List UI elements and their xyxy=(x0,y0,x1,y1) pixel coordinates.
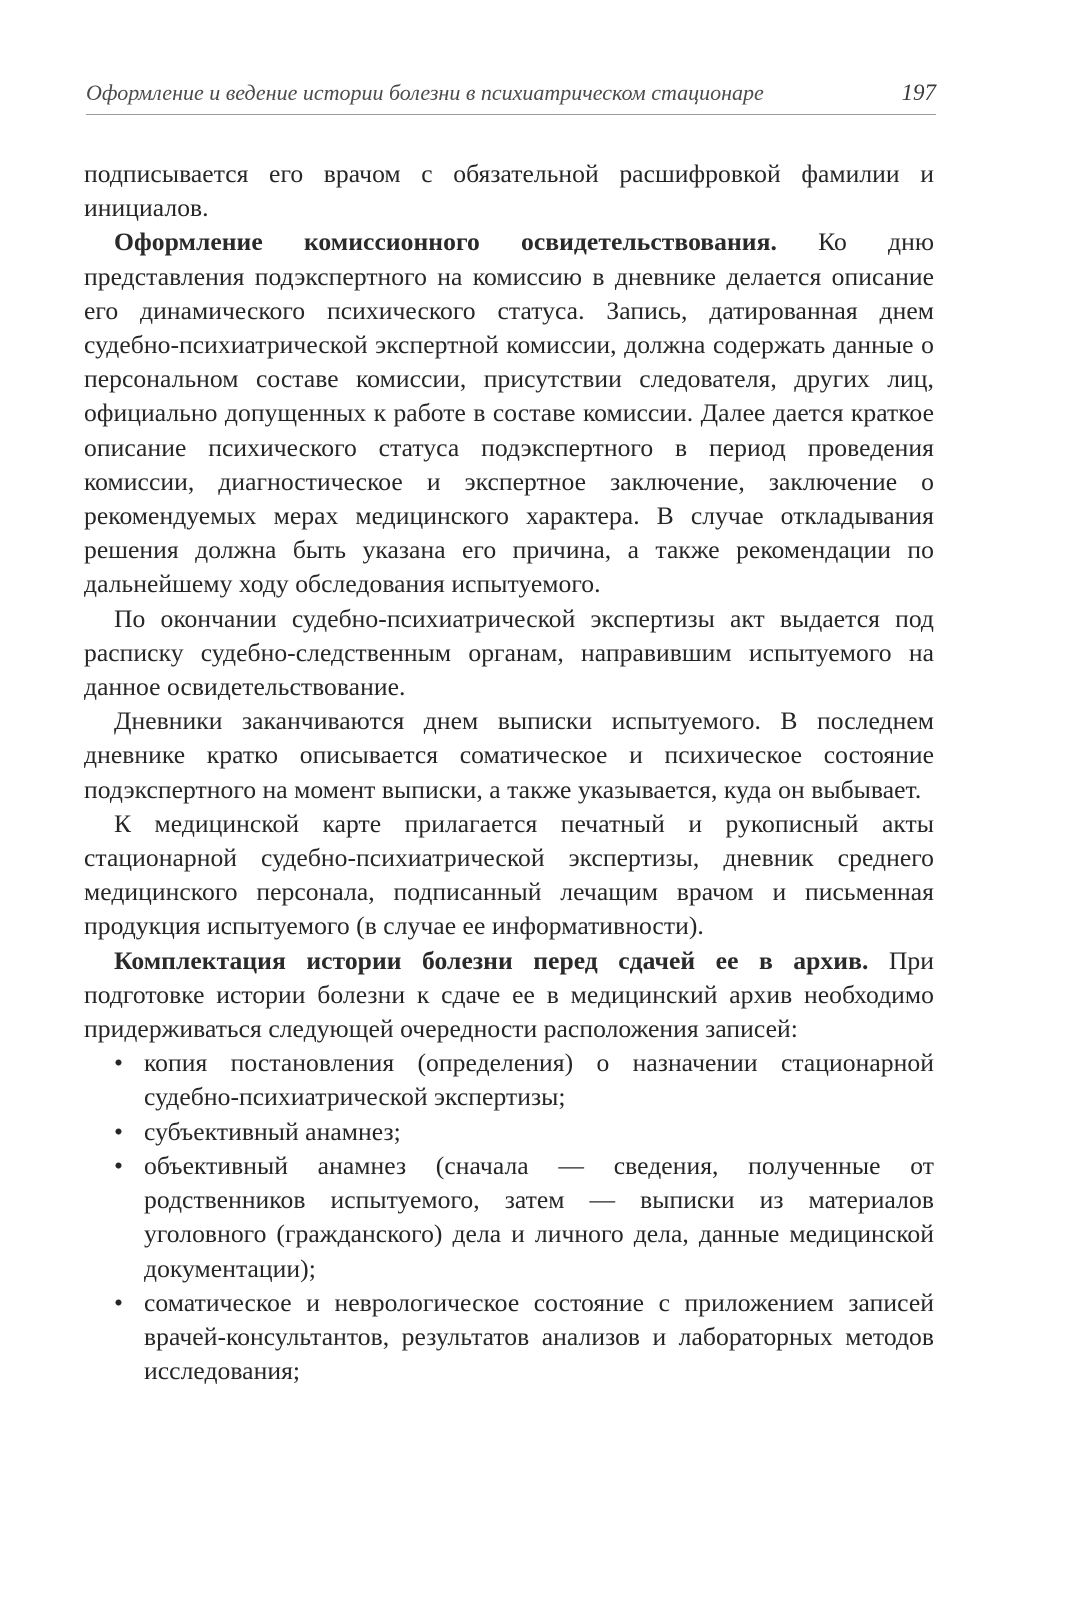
list-item-text: соматическое и неврологическое состояние с приложением записей врачей-консультантов, результатов анализов и лабораторных методов исследования; xyxy=(144,1287,934,1386)
list-item xyxy=(84,1046,934,1114)
record-order-list xyxy=(84,1046,934,1388)
list-item xyxy=(84,1115,934,1149)
paragraph-commission xyxy=(84,225,934,601)
paragraph-commission-text: Ко дню представления подэкспертного на комиссию в дневнике делается описание его динамического психического статуса. Запись, датированная днем судебно-психиатрической экспертной комиссии, должна содержать данные о персональном составе комиссии, присутствии следователя, других лиц, официально допущенных к работе в составе комиссии. Далее дается краткое описание психического статуса подэкспертного в период проведения комиссии, диагностическое и экспертное заключение, заключение о рекомендуемых мерах медицинского характера. В случае откладывания решения должна быть указана его причина, а также рекомендации по дальнейшему ходу обследования испытуемого. xyxy=(84,227,934,599)
list-item-text: субъективный анамнез; xyxy=(144,1116,401,1146)
body-text xyxy=(84,157,934,1388)
running-header xyxy=(86,78,936,115)
paragraph-attachments: К медицинской карте прилагается печатный и рукописный акты стационарной судебно-психиатрической экспертизы, дневник среднего медицинского персонала, подписанный лечащим врачом и письменная продукция испытуемого (в случае ее информативности). xyxy=(84,808,934,941)
list-item xyxy=(84,1286,934,1389)
list-item xyxy=(84,1149,934,1286)
section-heading-commission: Оформление комиссионного освидетельствования. xyxy=(114,227,777,257)
paragraph-archive xyxy=(84,944,934,1047)
bullet-icon: • xyxy=(114,1150,124,1180)
bullet-icon: • xyxy=(114,1287,124,1317)
section-heading-archive: Комплектация истории болезни перед сдачей ее в архив. xyxy=(114,945,869,975)
paragraph-continuation: подписывается его врачом с обязательной расшифровкой фамилии и инициалов. xyxy=(84,159,934,223)
bullet-icon: • xyxy=(114,1116,124,1146)
paragraph-diaries: Дневники заканчиваются днем выписки испытуемого. В последнем дневнике кратко описывается соматическое и психическое состояние подэкспертного на момент выписки, а также указывается, куда он выбывает. xyxy=(84,706,934,804)
list-item-text: копия постановления (определения) о назначении стационарной судебно-психиатрической экспертизы; xyxy=(144,1048,934,1112)
paragraph-act-issue: По окончании судебно-психиатрической экспертизы акт выдается под расписку судебно-следственным органам, направившим испытуемого на данное освидетельствование. xyxy=(84,603,934,702)
paragraph-archive-text: При подготовке истории болезни к сдаче ее в медицинский архив необходимо придерживаться следующей очередности расположения записей: xyxy=(84,945,934,1044)
bullet-icon: • xyxy=(114,1048,124,1078)
page-number: 197 xyxy=(901,80,936,105)
running-header-title: Оформление и ведение истории болезни в психиатрическом стационаре xyxy=(86,80,764,105)
list-item-text: объективный анамнез (сначала — сведения, полученные от родственников испытуемого, затем — выписки из материалов уголовного (гражданского) дела и личного дела, данные медицинской документации); xyxy=(144,1150,934,1283)
